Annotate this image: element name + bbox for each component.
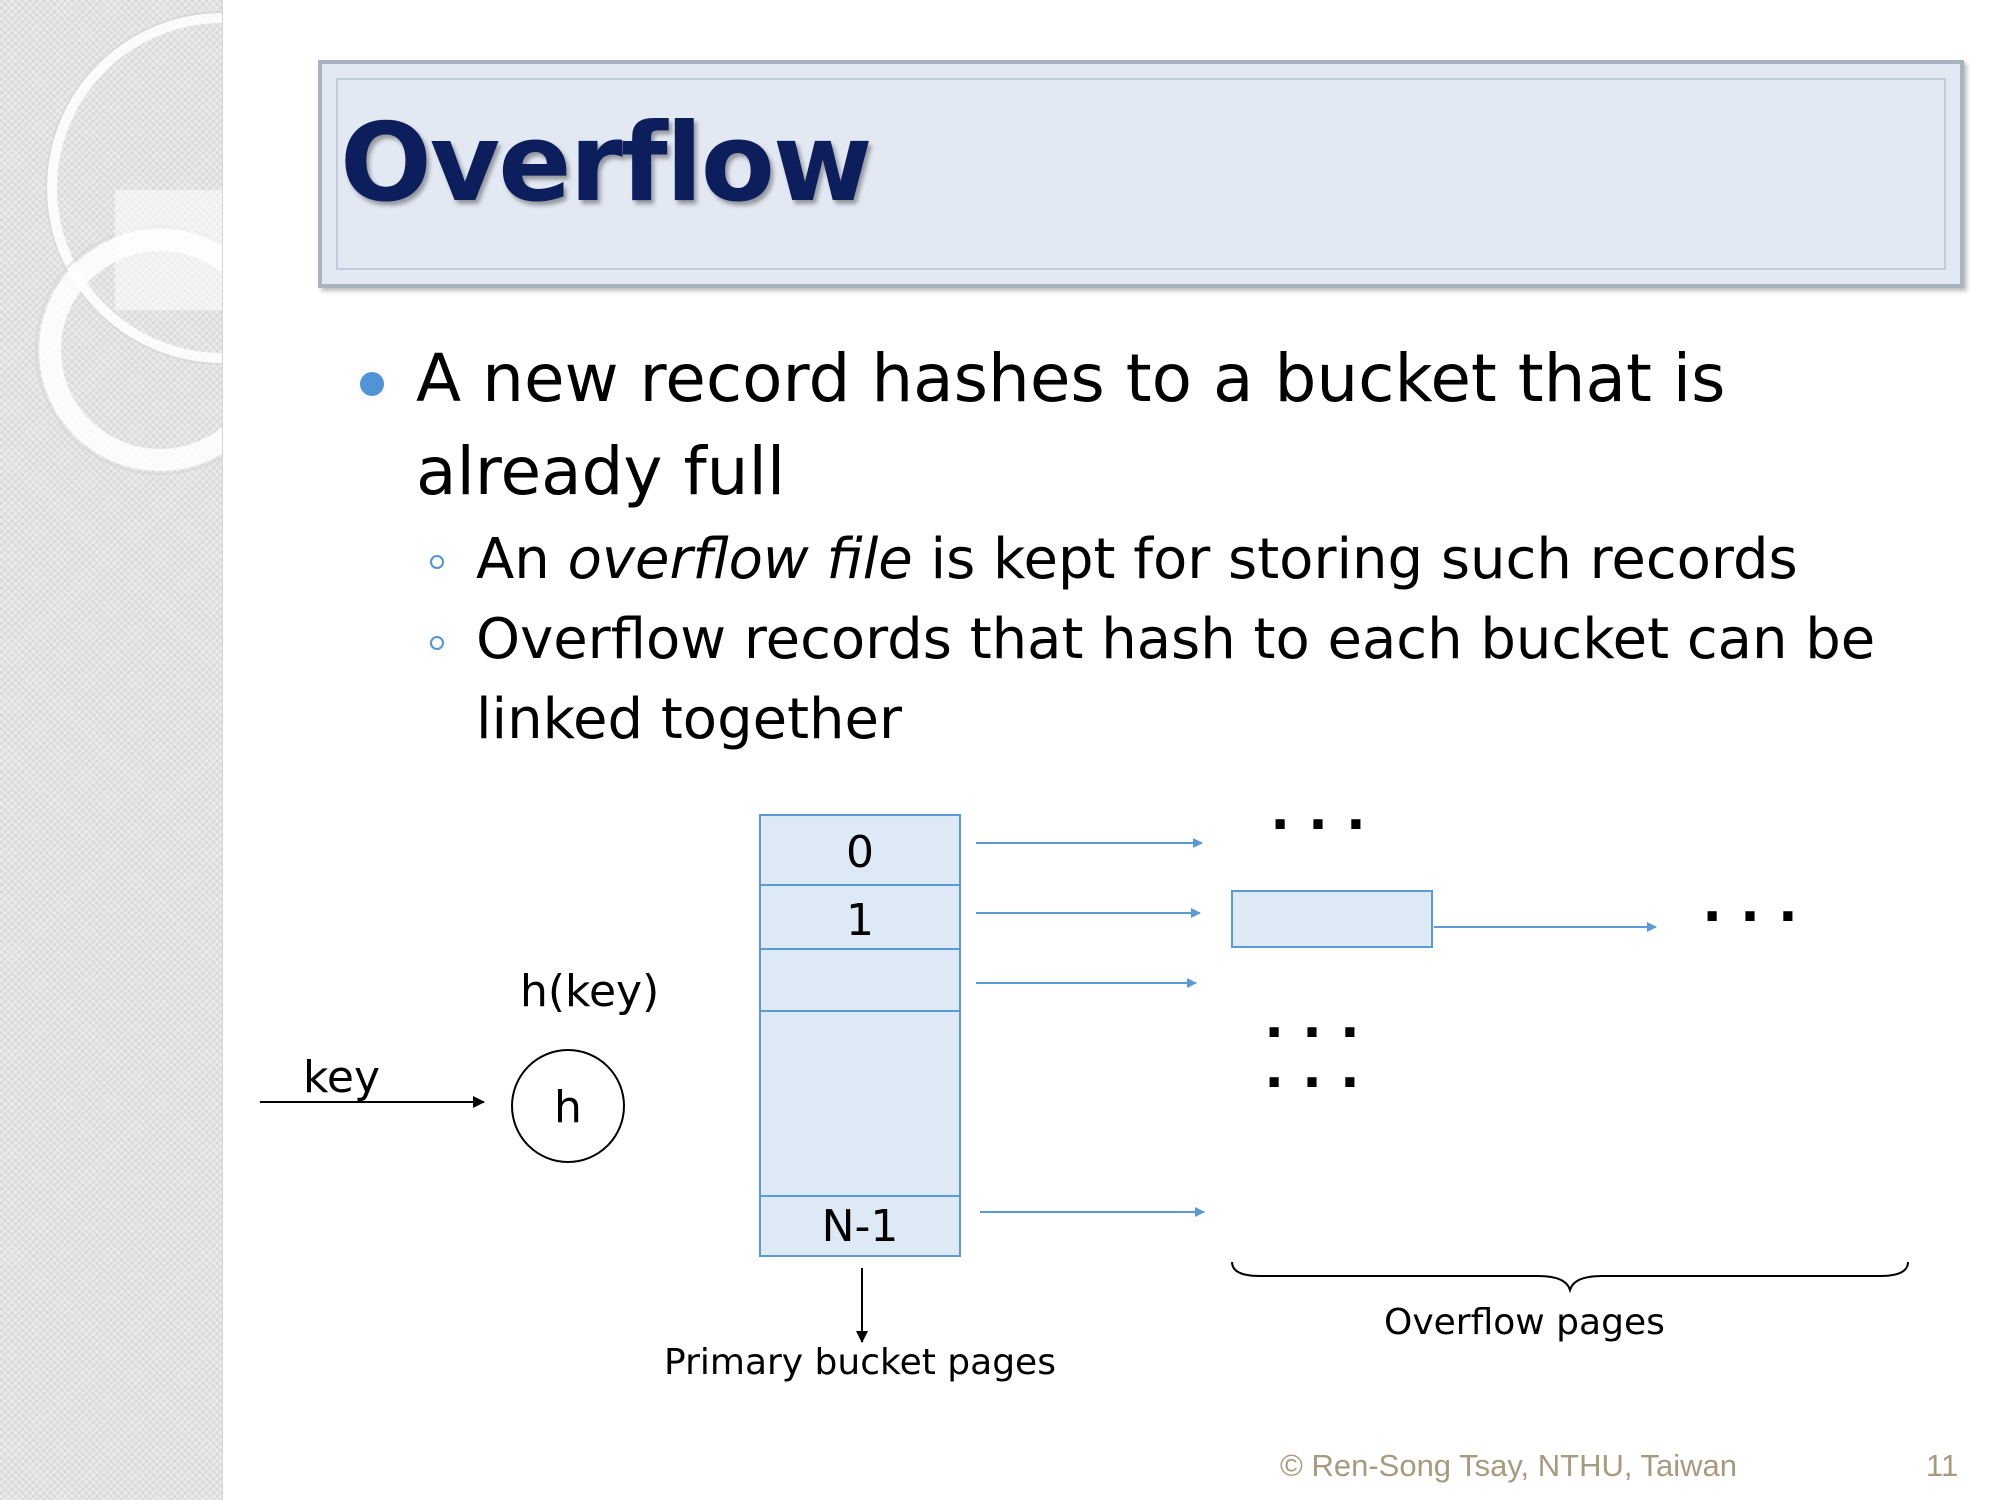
footer-credit: © Ren-Song Tsay, NTHU, Taiwan	[1280, 1448, 1738, 1483]
sub-bullet-prefix: An	[476, 527, 568, 592]
bucket-label-last: N-1	[821, 1201, 899, 1252]
ellipsis: · · ·	[1270, 795, 1366, 855]
sub-bullet-suffix: is kept for storing such records	[912, 527, 1798, 592]
ellipsis: · · ·	[1264, 1053, 1360, 1113]
slide-title: Overflow	[340, 101, 871, 226]
bucket-label-1: 1	[846, 895, 874, 946]
bullet-main: A new record hashes to a bucket that is already full	[416, 340, 1726, 510]
bucket-2	[760, 949, 960, 1011]
overflow-file-term: overflow file	[567, 527, 913, 592]
hash-node-label: h	[554, 1082, 582, 1133]
bucket-label-0: 0	[846, 827, 874, 878]
ellipsis: · · ·	[1702, 887, 1798, 947]
ellipsis: · · ·	[1264, 1003, 1360, 1063]
sub-bullet-linked: Overflow records that hash to each bucket can be linked together	[476, 607, 1876, 752]
page-number: 11	[1926, 1448, 1959, 1483]
bucket-middle	[760, 1011, 960, 1196]
primary-bucket-pages-label: Primary bucket pages	[664, 1342, 1056, 1383]
overflow-brace	[1232, 1262, 1908, 1290]
primary-bucket-column	[760, 815, 960, 1256]
overflow-pages-label: Overflow pages	[1384, 1302, 1665, 1343]
hash-function-label: h(key)	[520, 966, 660, 1017]
overflow-page	[1232, 891, 1432, 947]
key-label: key	[303, 1052, 381, 1103]
